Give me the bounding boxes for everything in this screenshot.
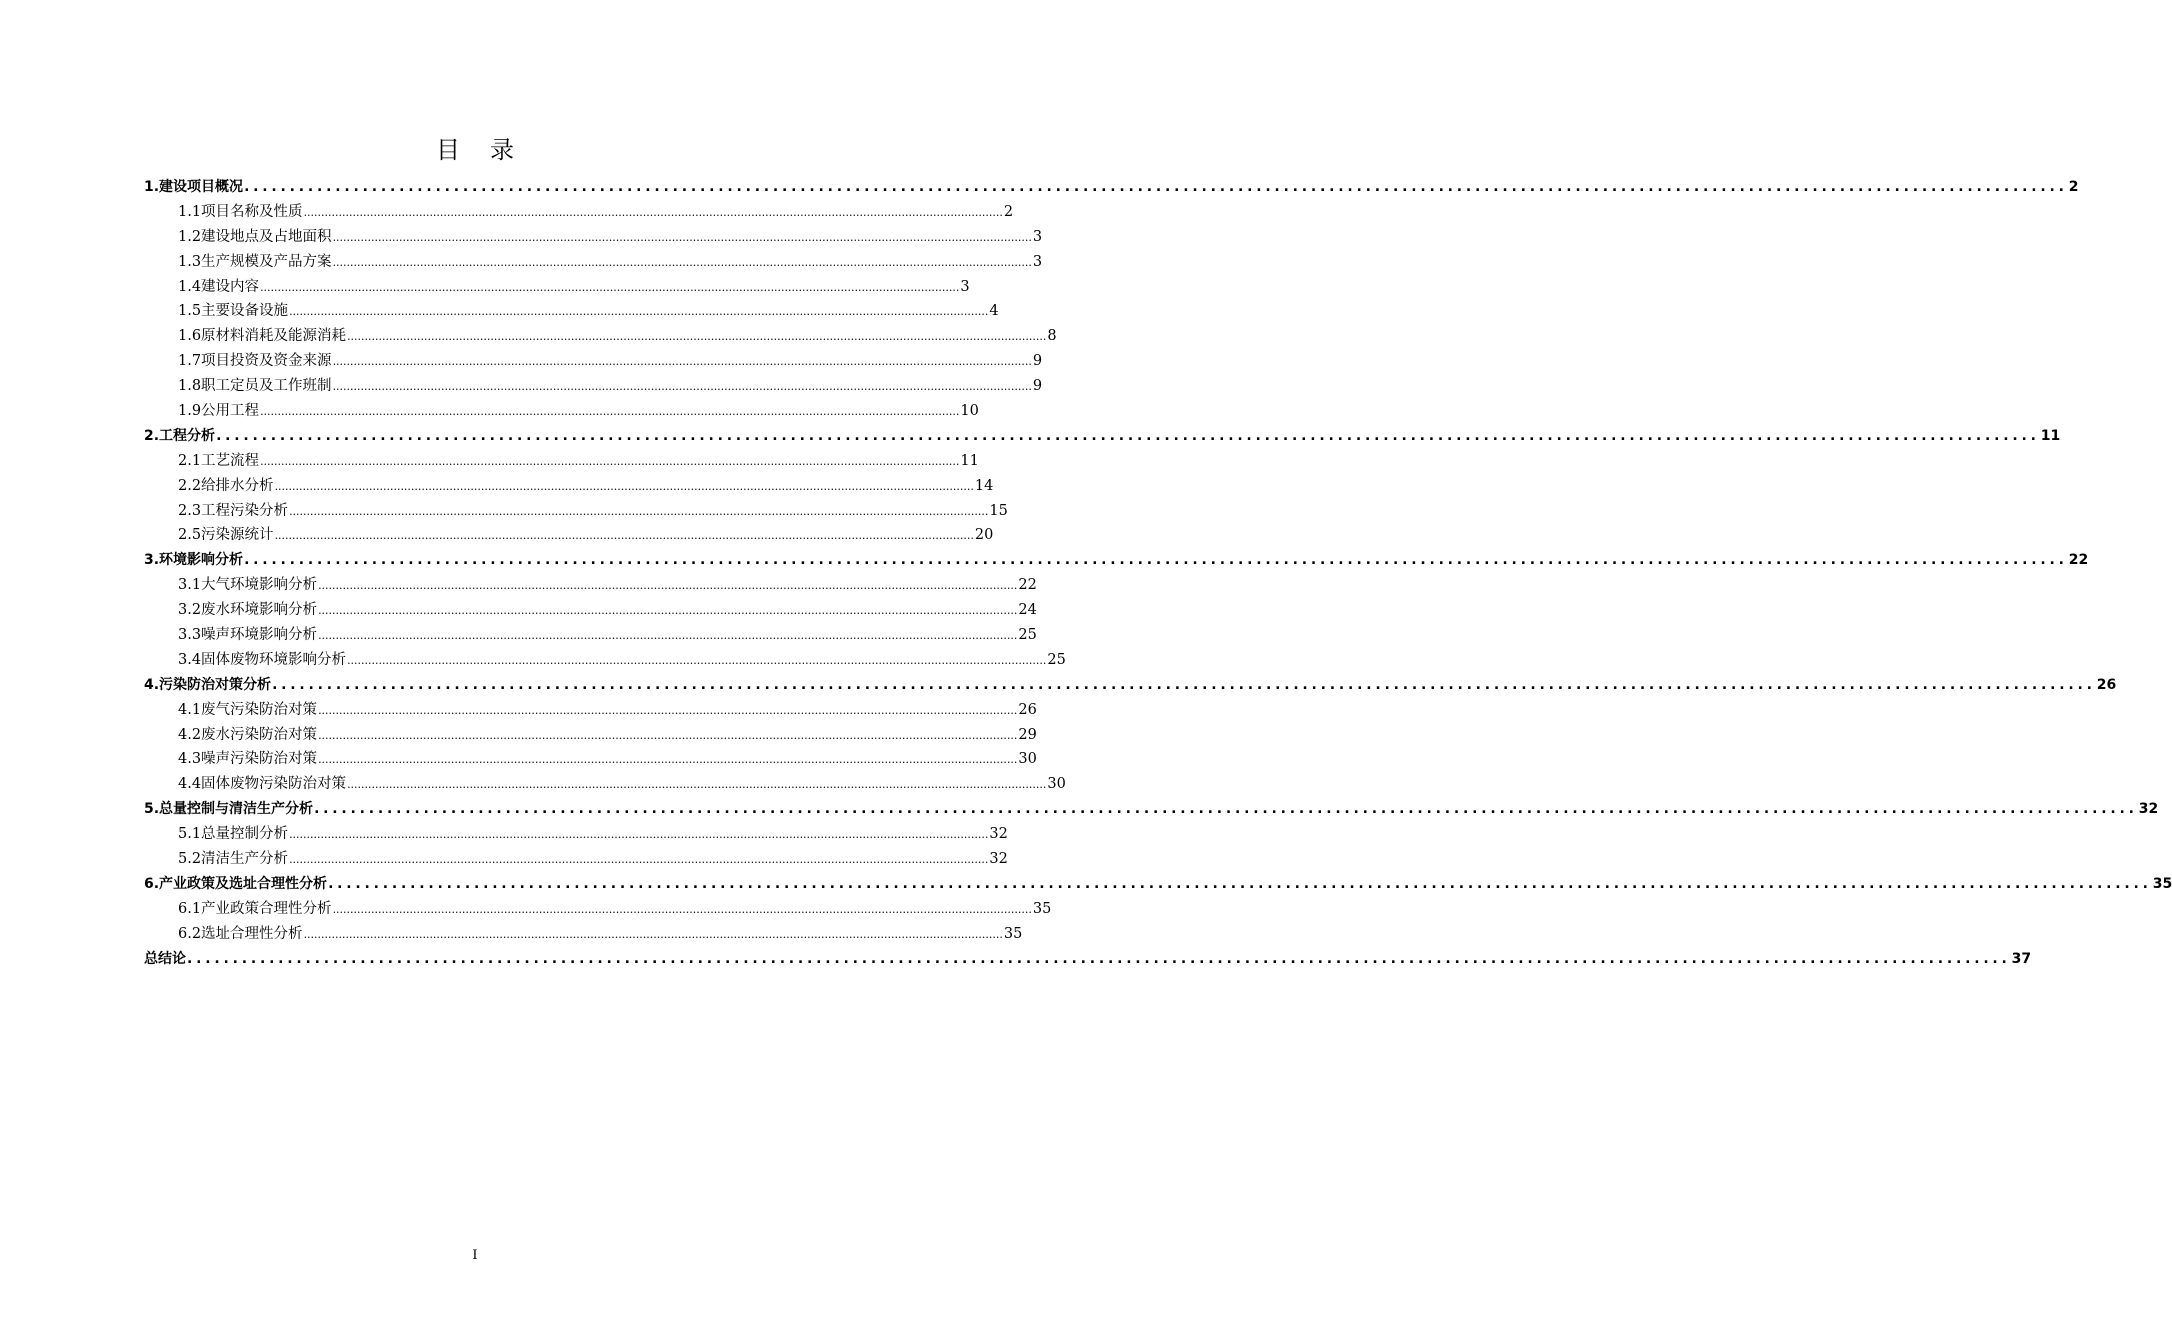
toc-entry-page: 9: [1032, 353, 1043, 370]
toc-entry-page: 35: [1003, 925, 1023, 942]
toc-entry-page: 24: [1018, 602, 1037, 619]
toc-dot-leader: ........................................................................................................................................................................................................: [303, 927, 1003, 941]
toc-section-entry[interactable]: [144, 299, 999, 324]
toc-entry-page: 22: [1018, 577, 1037, 594]
toc-dot-leader: ........................................................................................................................................................................................................: [347, 778, 1047, 792]
toc-entry-label: 1.6原材料消耗及能源消耗: [178, 328, 347, 345]
toc-section-entry[interactable]: [144, 922, 1023, 947]
toc-section-entry[interactable]: [144, 324, 1057, 349]
page-number: I: [472, 1248, 478, 1263]
toc-entry-page: 32: [2138, 801, 2159, 818]
toc-dot-leader: ........................................................................................................................................................................................................: [272, 676, 2096, 693]
toc-dot-leader: ........................................................................................................................................................................................................: [244, 179, 2068, 195]
toc-entry-page: 32: [989, 826, 1008, 843]
toc-entry-page: 26: [2096, 676, 2117, 693]
toc-entry-label: 6.产业政策及选址合理性分析: [144, 875, 328, 892]
toc-entry-label: 2.工程分析: [144, 427, 216, 444]
page-title: 目录: [436, 136, 544, 164]
toc-dot-leader: ........................................................................................................................................................................................................: [289, 853, 989, 867]
toc-entry-label: 3.2废水环境影响分析: [178, 602, 318, 619]
toc-dot-leader: ........................................................................................................................................................................................................: [314, 801, 2138, 818]
toc-entry-page: 14: [974, 477, 994, 494]
toc-dot-leader: ........................................................................................................................................................................................................: [289, 305, 989, 319]
toc-entry-page: 25: [1047, 651, 1066, 668]
toc-dot-leader: ........................................................................................................................................................................................................: [260, 280, 960, 294]
toc-entry-label: 4.4固体废物污染防治对策: [178, 776, 347, 793]
toc-dot-leader: ........................................................................................................................................................................................................: [274, 479, 974, 493]
toc-section-entry[interactable]: [144, 225, 1043, 250]
toc-dot-leader: ........................................................................................................................................................................................................: [318, 728, 1018, 742]
toc-entry-label: 1.2建设地点及占地面积: [178, 228, 332, 245]
toc-chapter-entry[interactable]: [144, 947, 2032, 972]
toc-dot-leader: ........................................................................................................................................................................................................: [289, 504, 989, 518]
toc-entry-label: 6.2选址合理性分析: [178, 925, 303, 942]
toc-entry-label: 1.建设项目概况: [144, 179, 244, 195]
toc-entry-page: 9: [1032, 378, 1043, 395]
toc-section-entry[interactable]: [144, 723, 1037, 748]
toc-dot-leader: ........................................................................................................................................................................................................: [332, 355, 1032, 369]
toc-dot-leader: ........................................................................................................................................................................................................: [332, 380, 1032, 394]
toc-section-entry[interactable]: [144, 374, 1043, 399]
toc-dot-leader: ........................................................................................................................................................................................................: [332, 255, 1032, 269]
toc-entry-page: 2: [2068, 179, 2079, 195]
toc-dot-leader: ........................................................................................................................................................................................................: [318, 753, 1018, 767]
toc-entry-page: 11: [2040, 427, 2061, 444]
toc-entry-label: 3.环境影响分析: [144, 552, 244, 569]
toc-entry-label: 3.4固体废物环境影响分析: [178, 651, 347, 668]
toc-entry-page: 35: [2152, 875, 2172, 892]
toc-chapter-entry[interactable]: [144, 872, 2172, 897]
toc-entry-label: 4.3噪声污染防治对策: [178, 751, 318, 768]
toc-chapter-entry[interactable]: [144, 797, 2159, 822]
toc-dot-leader: ........................................................................................................................................................................................................: [318, 629, 1018, 643]
toc-section-entry[interactable]: [144, 698, 1037, 723]
toc-entry-page: 3: [1032, 253, 1043, 270]
toc-entry-label: 1.8职工定员及工作班制: [178, 378, 332, 395]
toc-entry-page: 26: [1018, 701, 1037, 718]
toc-section-entry[interactable]: [144, 747, 1037, 772]
toc-dot-leader: ........................................................................................................................................................................................................: [328, 875, 2152, 892]
toc-dot-leader: ........................................................................................................................................................................................................: [244, 552, 2068, 569]
toc-entry-label: 3.3噪声环境影响分析: [178, 627, 318, 644]
toc-entry-label: 2.1工艺流程: [178, 452, 260, 469]
toc-dot-leader: ........................................................................................................................................................................................................: [303, 205, 1003, 219]
toc-entry-page: 3: [960, 278, 970, 295]
toc-dot-leader: ........................................................................................................................................................................................................: [332, 230, 1032, 244]
toc-chapter-entry[interactable]: [144, 424, 2061, 449]
toc-section-entry[interactable]: [144, 349, 1043, 374]
toc-entry-page: 8: [1047, 328, 1057, 345]
toc-section-entry[interactable]: [144, 499, 1008, 524]
toc-entry-label: 3.1大气环境影响分析: [178, 577, 318, 594]
toc-entry-label: 5.2清洁生产分析: [178, 851, 289, 868]
toc-entry-label: 1.1项目名称及性质: [178, 203, 303, 220]
toc-entry-label: 1.5主要设备设施: [178, 303, 289, 320]
toc-section-entry[interactable]: [144, 897, 1052, 922]
toc-entry-page: 35: [1032, 900, 1052, 917]
toc-entry-label: 4.污染防治对策分析: [144, 676, 272, 693]
toc-section-entry[interactable]: [144, 772, 1066, 797]
toc-entry-page: 3: [1032, 228, 1043, 245]
toc-entry-page: 37: [2011, 950, 2032, 967]
toc-entry-label: 2.5污染源统计: [178, 527, 274, 544]
toc-dot-leader: ........................................................................................................................................................................................................: [216, 427, 2040, 444]
toc-section-entry[interactable]: [144, 474, 994, 499]
toc-entry-page: 30: [1047, 776, 1066, 793]
toc-entry-page: 22: [2068, 552, 2089, 569]
toc-entry-label: 6.1产业政策合理性分析: [178, 900, 332, 917]
toc-entry-label: 2.2给排水分析: [178, 477, 274, 494]
toc-section-entry[interactable]: [144, 623, 1037, 648]
toc-chapter-entry[interactable]: [144, 548, 2089, 573]
toc-entry-label: 1.7项目投资及资金来源: [178, 353, 332, 370]
toc-entry-label: 总结论: [144, 950, 186, 967]
toc-dot-leader: ........................................................................................................................................................................................................: [274, 529, 974, 543]
toc-entry-label: 4.1废气污染防治对策: [178, 701, 318, 718]
toc-section-entry[interactable]: [144, 648, 1066, 673]
toc-chapter-entry[interactable]: [144, 673, 2117, 698]
toc-entry-page: 29: [1018, 726, 1037, 743]
toc-dot-leader: ........................................................................................................................................................................................................: [318, 579, 1018, 593]
toc-section-entry[interactable]: [144, 822, 1008, 847]
toc-dot-leader: ........................................................................................................................................................................................................: [318, 604, 1018, 618]
toc-dot-leader: ........................................................................................................................................................................................................: [187, 950, 2011, 967]
toc-entry-page: 25: [1018, 627, 1037, 644]
toc-section-entry[interactable]: [144, 449, 979, 474]
toc-entry-label: 2.3工程污染分析: [178, 502, 289, 519]
table-of-contents: [144, 175, 2172, 972]
toc-entry-label: 1.4建设内容: [178, 278, 260, 295]
toc-entry-label: 5.1总量控制分析: [178, 826, 289, 843]
toc-section-entry[interactable]: [144, 275, 970, 300]
toc-section-entry[interactable]: [144, 523, 994, 548]
toc-entry-page: 2: [1003, 203, 1014, 220]
toc-entry-page: 20: [974, 527, 994, 544]
toc-section-entry[interactable]: [144, 573, 1037, 598]
toc-entry-page: 10: [960, 403, 979, 420]
toc-dot-leader: ........................................................................................................................................................................................................: [260, 405, 960, 419]
toc-dot-leader: ........................................................................................................................................................................................................: [347, 653, 1047, 667]
toc-entry-label: 5.总量控制与清洁生产分析: [144, 801, 314, 818]
toc-entry-label: 4.2废水污染防治对策: [178, 726, 318, 743]
toc-dot-leader: ........................................................................................................................................................................................................: [318, 703, 1018, 717]
toc-entry-page: 4: [989, 303, 999, 320]
toc-section-entry[interactable]: [144, 847, 1008, 872]
toc-dot-leader: ........................................................................................................................................................................................................: [289, 828, 989, 842]
toc-section-entry[interactable]: [144, 250, 1043, 275]
toc-entry-label: 1.9公用工程: [178, 403, 260, 420]
toc-entry-page: 15: [989, 502, 1008, 519]
toc-entry-page: 30: [1018, 751, 1037, 768]
toc-chapter-entry[interactable]: [144, 175, 2079, 200]
toc-dot-leader: ........................................................................................................................................................................................................: [260, 454, 960, 468]
toc-section-entry[interactable]: [144, 200, 1014, 225]
toc-section-entry[interactable]: [144, 399, 979, 424]
toc-section-entry[interactable]: [144, 598, 1037, 623]
toc-entry-label: 1.3生产规模及产品方案: [178, 253, 332, 270]
toc-entry-page: 11: [960, 452, 979, 469]
toc-dot-leader: ........................................................................................................................................................................................................: [347, 330, 1047, 344]
toc-dot-leader: ........................................................................................................................................................................................................: [332, 902, 1032, 916]
toc-entry-page: 32: [989, 851, 1008, 868]
